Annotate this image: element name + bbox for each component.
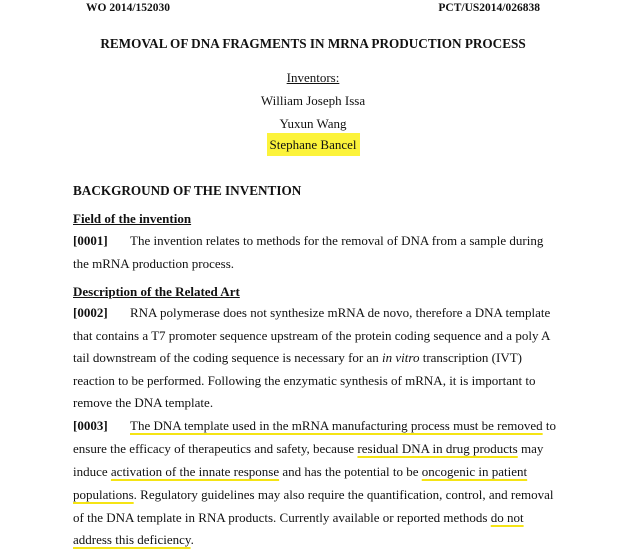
inventor-name: Yuxun Wang [279,116,347,131]
paragraph-0002-line [73,305,550,321]
paragraph-0002-line [73,350,522,366]
document-title: REMOVAL OF DNA FRAGMENTS IN MRNA PRODUCTION PROCESS [100,36,526,51]
annotation-underline: oncogenic in patient [421,464,528,479]
annotation-underline: activation of the innate response [110,464,280,479]
paragraph-0003-line [73,532,194,548]
paragraph-text: The invention relates to methods for the removal of DNA from a sample during [130,233,544,248]
annotation-underline: address this deficiency [73,532,191,547]
paragraph-text: may [517,441,544,456]
paragraph-0003-line [73,418,556,434]
italic-term: in vitro [382,350,420,365]
annotation-underline: residual DNA in drug products [357,441,518,456]
paragraph-0003-line [73,441,543,457]
paragraph-0003-line [73,464,527,480]
paragraph-0002-line: that contains a T7 promoter sequence upstream of the protein coding sequence and a poly A [73,328,551,343]
paragraph-0003-line [73,510,524,526]
paragraph-text: transcription (IVT) [419,350,522,365]
field-heading: Field of the invention [73,211,192,226]
inventor-name-highlighted [0,137,626,153]
paragraph-0003-line [73,487,554,503]
annotation-underline: The DNA template used in the mRNA manufacturing process must be removed [130,418,543,433]
paragraph-text: . Regulatory guidelines may also require the quantification, control, and removal [133,487,554,502]
paragraph-text: ensure the efficacy of therapeutics and safety, because [73,441,358,456]
paragraph-0002-line: remove the DNA template. [73,395,214,410]
background-heading: BACKGROUND OF THE INVENTION [73,183,302,198]
paragraph-number: [0001] [73,233,108,248]
paragraph-text: RNA polymerase does not synthesize mRNA de novo, therefore a DNA template [130,305,551,320]
inventor-name: William Joseph Issa [260,93,366,108]
highlight-mark: Stephane Bancel [267,133,360,156]
paragraph-text: to [542,418,557,433]
annotation-underline: populations [73,487,134,502]
paragraph-text: induce [73,464,111,479]
related-art-heading: Description of the Related Art [73,284,240,299]
paragraph-0001-line: the mRNA production process. [73,256,235,271]
application-number: PCT/US2014/026838 [438,2,540,14]
paragraph-text: . [190,532,194,547]
inventors-label: Inventors: [286,70,340,85]
paragraph-number: [0003] [73,418,108,433]
paragraph-text: and has the potential to be [279,464,422,479]
paragraph-text: tail downstream of the coding sequence is necessary for an [73,350,383,365]
paragraph-0002-line: reaction to be performed. Following the enzymatic synthesis of mRNA, it is important to [73,373,536,388]
paragraph-text: of the DNA template in RNA products. Currently available or reported methods [73,510,491,525]
paragraph-number: [0002] [73,305,108,320]
publication-number: WO 2014/152030 [86,2,171,14]
annotation-underline: do not [490,510,524,525]
paragraph-0001-line [73,233,543,249]
